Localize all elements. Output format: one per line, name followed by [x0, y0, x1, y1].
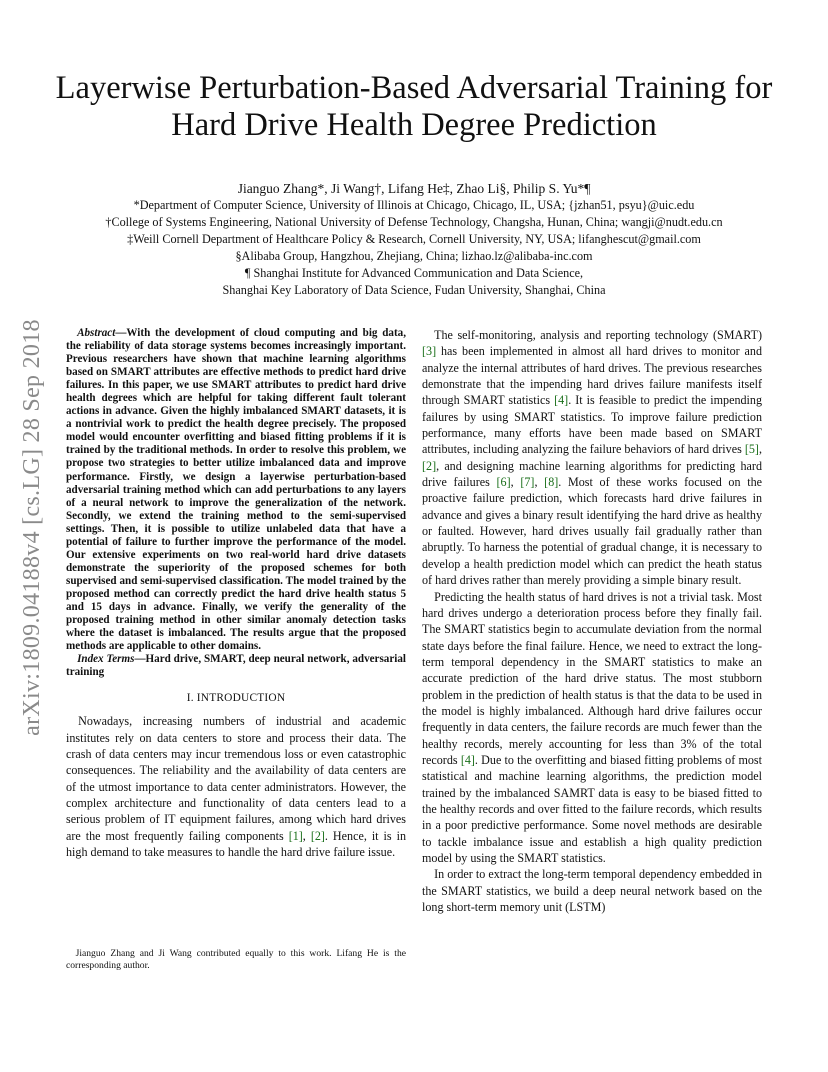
arxiv-stamp	[10, 292, 54, 762]
intro-text: . Hence, it is in high demand to take measures to handle the hard drive failure issue.	[66, 828, 406, 860]
body-text: The self-monitoring, analysis and reporting technology (SMART)	[434, 328, 762, 342]
citation-link[interactable]: [6]	[496, 475, 511, 490]
body-text: ,	[758, 442, 762, 457]
intro-paragraph-3	[422, 589, 762, 867]
affiliation-alibaba: §Alibaba Group, Hangzhou, Zhejiang, China; lizhao.lz@alibaba-inc.com	[235, 249, 593, 263]
footnote: Jianguo Zhang and Ji Wang contributed equally to this work. Lifang He is the corresponding author.	[66, 948, 406, 971]
citation-link[interactable]: [4]	[554, 393, 569, 408]
citation-link[interactable]: [1]	[288, 828, 303, 843]
citation-link[interactable]: [4]	[460, 752, 475, 767]
right-column	[422, 327, 762, 915]
affiliation-fudan: Shanghai Key Laboratory of Data Science, Fudan University, Shanghai, China	[222, 283, 606, 297]
affiliation-uic: *Department of Computer Science, University of Illinois at Chicago, Chicago, IL, USA; {jzhan51, psyu}@uic.edu	[133, 198, 695, 212]
affiliation-cornell: ‡Weill Cornell Department of Healthcare Policy & Research, Cornell University, NY, USA; lifanghescut@gmail.com	[127, 232, 701, 246]
affiliations	[40, 197, 788, 299]
left-column	[66, 327, 406, 860]
intro-text: ,	[302, 828, 311, 843]
affiliation-nudt: †College of Systems Engineering, National University of Defense Technology, Changsha, Hunan, China; wangji@nudt.edu.cn	[105, 215, 723, 229]
citation-link[interactable]: [3]	[422, 344, 437, 359]
body-text: ,	[510, 475, 521, 490]
author-list: Jianguo Zhang*, Ji Wang†, Lifang He‡, Zhao Li§, Philip S. Yu*¶	[237, 181, 591, 196]
body-text: . Due to the overfitting and biased fitting problems of most statistical and machine learning algorithms, the prediction model trained by the imbalanced SAMRT data is easy to be biased fitted to the healthy records and over fitted to the failure records, which results in a poor predictive performance. Some novel methods are desirable to tackle imbalance issue and establish a high quality prediction model by using the SMART statistics.	[422, 752, 762, 865]
body-text: , and designing machine learning algorithms for predicting hard drive failures	[422, 458, 762, 490]
affiliation-shanghai-institute: ¶ Shanghai Institute for Advanced Communication and Data Science,	[244, 266, 584, 280]
intro-paragraph-4: In order to extract the long-term temporal dependency embedded in the SMART statistics, we build a deep neural network based on the long short-term memory unit (LSTM)	[422, 867, 762, 915]
body-text: . Most of these works focused on the proactive failure prediction, which forecasts hard drive failures in advance and gives a binary result identifying the hard drive as healthy or faulted. However, hard drives usually fail gradually rather than abruptly. To harness the potential of gradual change, it is necessary to develop a health prediction model which can predict the heath status of hard drives rather than merely providing a simple binary result.	[422, 475, 762, 588]
citation-link[interactable]: [7]	[520, 475, 535, 490]
citation-link[interactable]: [2]	[422, 458, 437, 473]
arxiv-stamp-text: arXiv:1809.04188v4 [cs.LG] 28 Sep 2018	[18, 318, 45, 736]
citation-link[interactable]: [8]	[544, 475, 559, 490]
index-terms	[66, 653, 406, 679]
index-terms-label: Index Terms	[77, 653, 135, 666]
intro-paragraph-2	[422, 327, 762, 589]
body-text: . It is feasible to predict the impending failures by using SMART statistics. To improve failure prediction performance, many efforts have been made based on SMART attributes, including analyzing the failure behaviors of hard drives	[422, 393, 762, 457]
index-terms-text: —Hard drive, SMART, deep neural network, adversarial training	[66, 653, 406, 679]
body-text: Predicting the health status of hard drives is not a trivial task. Most hard drives undergo a deterioration process before they finally fail. The SMART statistics begin to accumulate deviation from the normal state days before the final failure. Hence, we need to extract the long-term temporal dependency in the SMART statistics to make an accurate prediction of the hard drive status. The most stubborn problem in the prediction of health status is that the data to be used in the model is highly imbalanced. Although hard drive failures occur frequently in data centers, the failure records are much fewer than the healthy records, merely accounting for less than 3% of the total records	[422, 589, 762, 767]
section-heading-introduction: I. INTRODUCTION	[186, 692, 286, 705]
abstract-label: Abstract	[77, 327, 116, 339]
abstract-text: —With the development of cloud computing and big data, the reliability of data storage systems becomes increasingly important. Previous researchers have shown that machine learning algorithms based on SMART attributes are effective methods to predict hard drive failures. In this paper, we use SMART attributes to predict hard drive health degrees which are helpful for taking different fault tolerant actions in advance. Given the highly imbalanced SMART datasets, it is a nontrivial work to predict the health degree precisely. The proposed model would encounter overfitting and biased fitting problems if it is trained by the traditional methods. In order to resolve this problem, we propose two strategies to better utilize imbalanced data and improve performance. Firstly, we design a layerwise perturbation-based adversarial training method which can add perturbations to any layers of a neural network to improve the generalization of the network. Secondly, we extend the training method to the semi-supervised settings. Then, it is possible to utilize unlabeled data that have a potential of failure to further improve the performance of the model. Our extensive experiments on two real-world hard drive datasets demonstrate the superiority of the proposed schemes for both supervised and semi-supervised classification. The model trained by the proposed method can correctly predict the hard drive health status 5 and 15 days in advance. Finally, we verify the generality of the proposed training method in other similar anomaly detection tasks where the dataset is imbalanced. The results argue that the proposed methods are applicable to other domains.	[66, 327, 406, 653]
intro-text: Nowadays, increasing numbers of industrial and academic institutes rely on data centers to store and process their data. The crash of data centers may incur tremendous loss or even catastrophic consequences. The reliability and the availability of data centers are of the utmost importance to data center administrators. However, the complex architecture and functionality of data centers lead to a serious problem of IT equipment failures, among which hard drives are the most frequently failing components	[66, 714, 406, 843]
citation-link[interactable]: [2]	[310, 828, 325, 843]
intro-paragraph-1	[66, 713, 406, 860]
paper-title: Layerwise Perturbation-Based Adversarial Training for Hard Drive Health Degree Prediction	[55, 70, 773, 143]
body-text: ,	[534, 475, 545, 490]
abstract	[66, 327, 406, 653]
body-text: has been implemented in almost all hard drives to monitor and analyze the internal attributes of hard drives. The previous researches demonstrate that the impending hard drives failure manifests itself through SMART statistics	[422, 344, 762, 408]
citation-link[interactable]: [5]	[744, 442, 759, 457]
